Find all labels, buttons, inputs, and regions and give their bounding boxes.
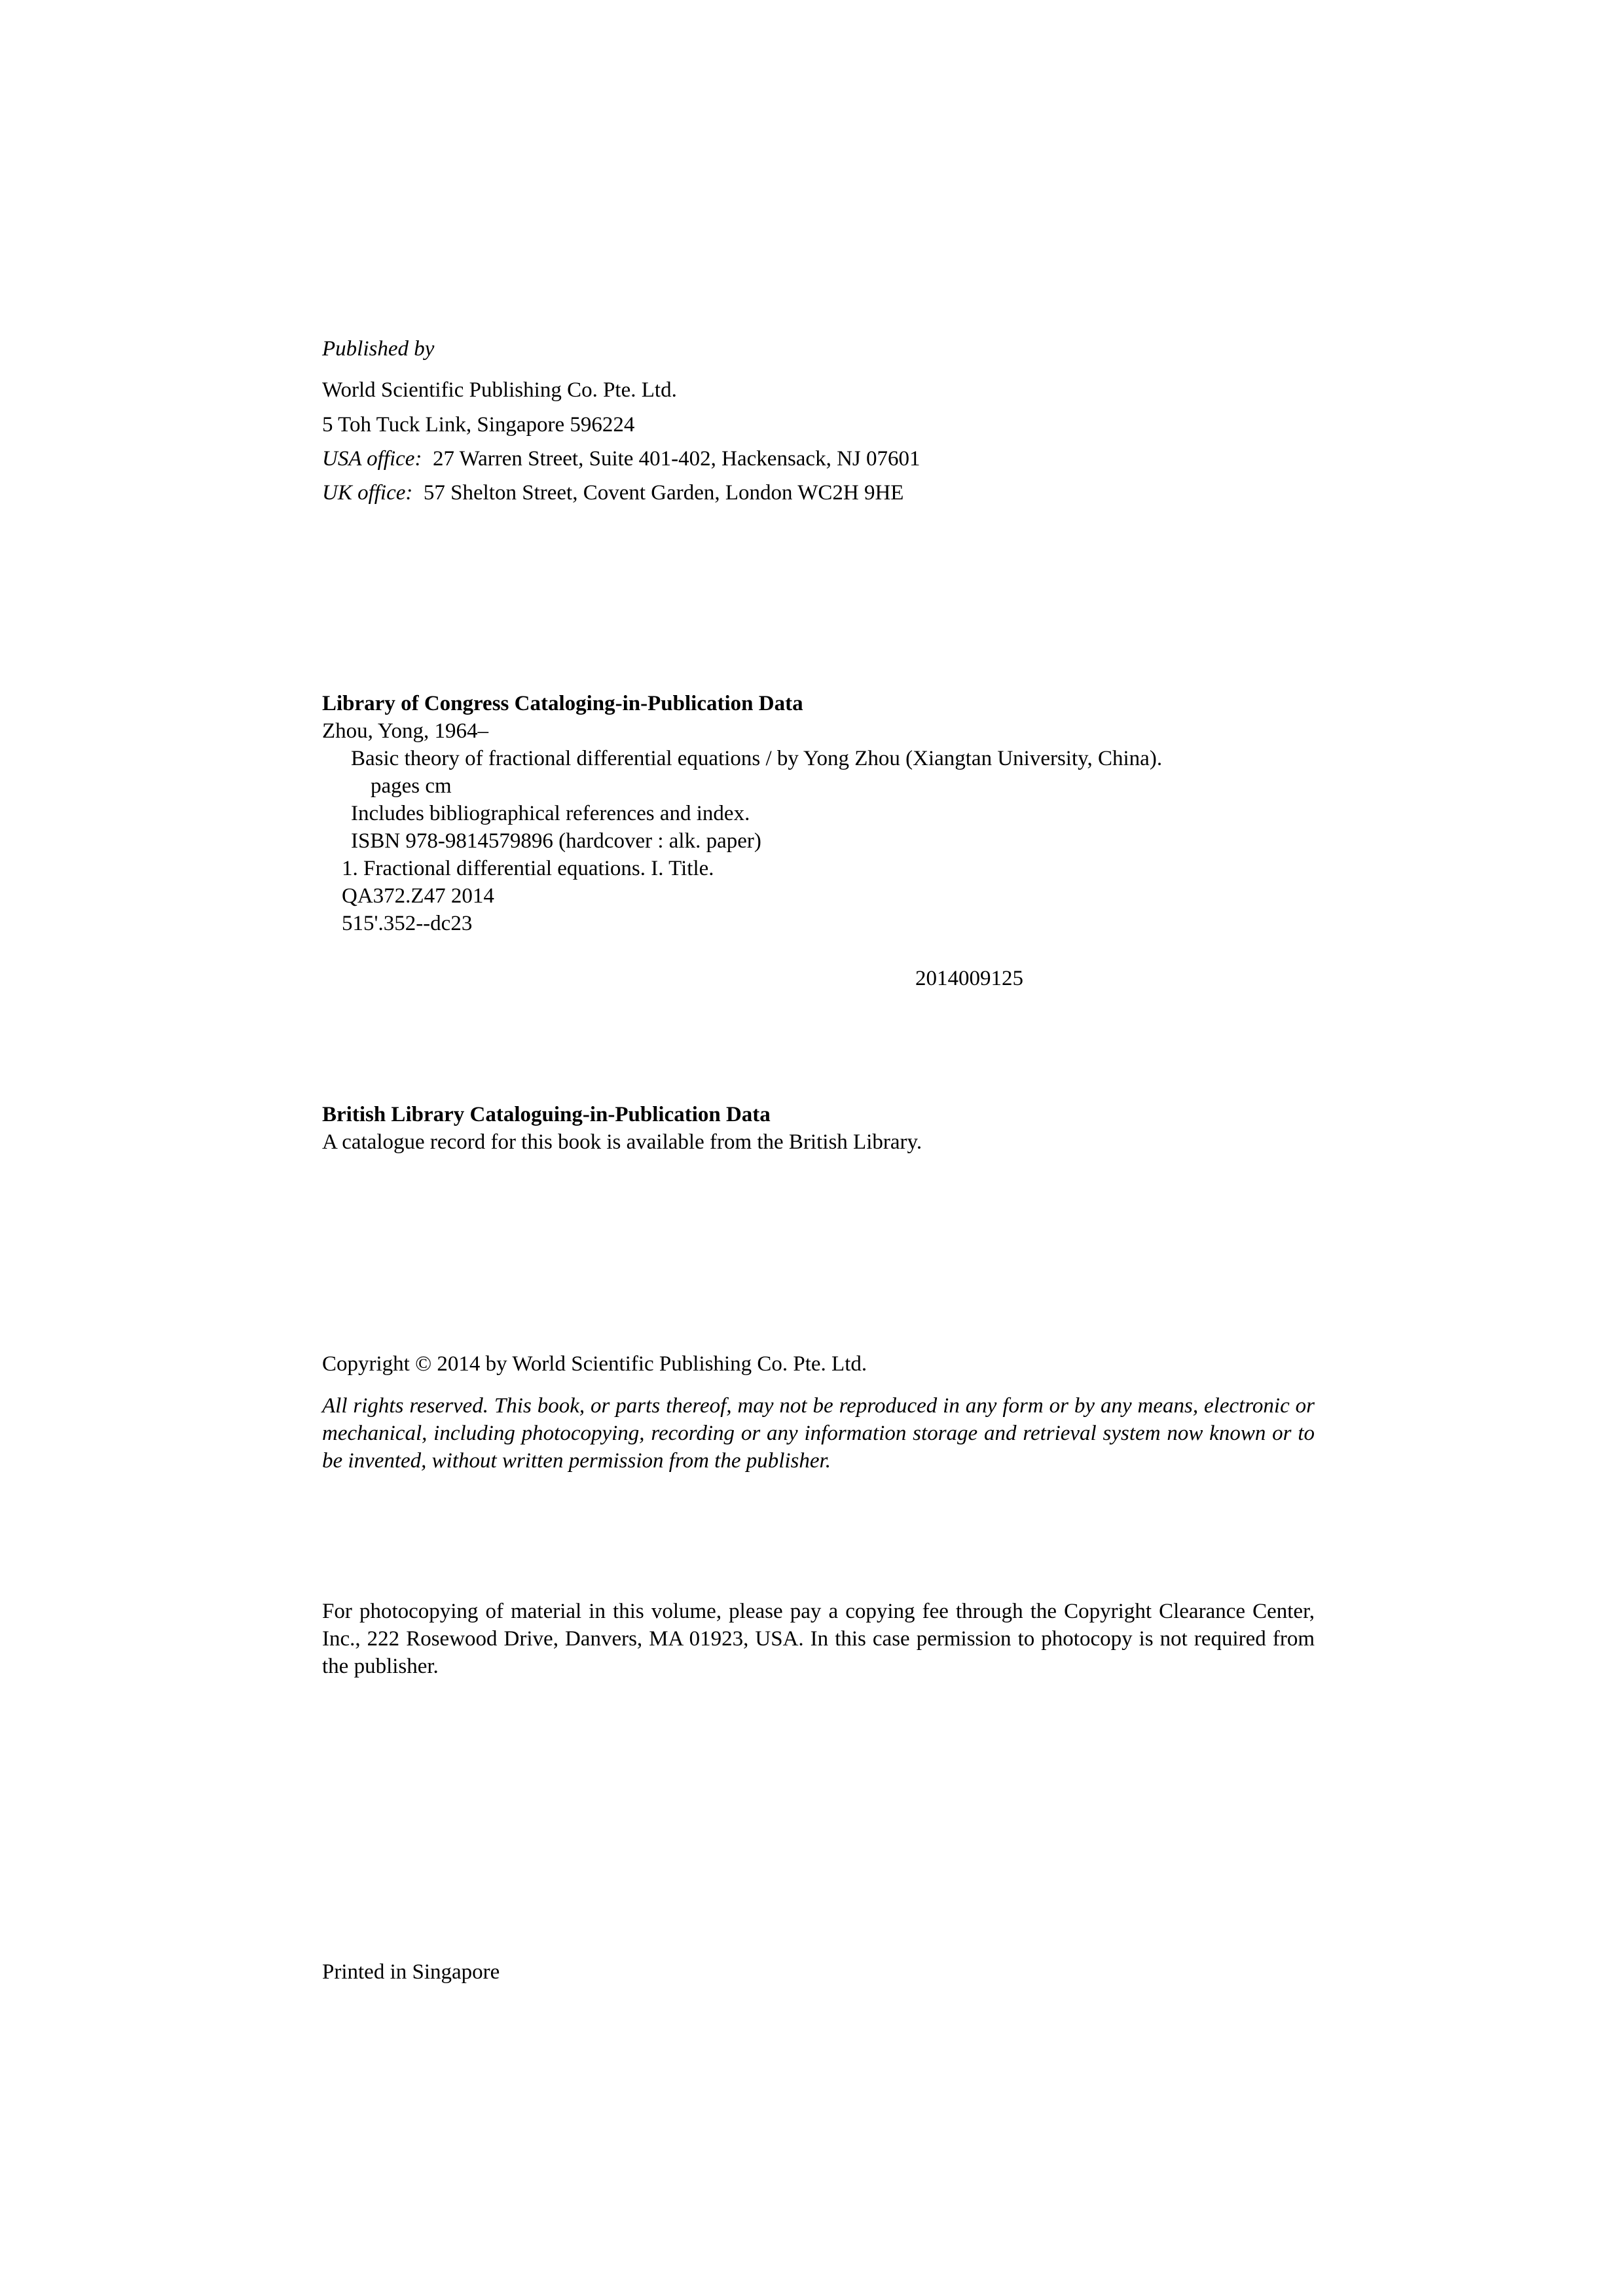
loc-isbn: ISBN 978-9814579896 (hardcover : alk. paper) — [351, 829, 761, 853]
loc-author: Zhou, Yong, 1964– — [322, 719, 488, 743]
photocopy-notice: For photocopying of material in this volume, please pay a copying fee through the Copyright Clearance Center, Inc., 222 Rosewood Drive, Danvers, MA 01923, USA. In this case permission to photocopy is not required from the publisher. — [322, 1600, 1315, 1678]
printed-in: Printed in Singapore — [322, 1960, 500, 1984]
loc-heading: Library of Congress Cataloging-in-Publication Data — [322, 692, 803, 715]
british-library-heading: British Library Cataloguing-in-Publication Data — [322, 1103, 771, 1126]
publisher-address: 5 Toh Tuck Link, Singapore 596224 — [322, 413, 635, 437]
british-library-text: A catalogue record for this book is available from the British Library. — [322, 1130, 922, 1154]
publisher-name: World Scientific Publishing Co. Pte. Ltd. — [322, 378, 677, 402]
copyright-line: Copyright © 2014 by World Scientific Publishing Co. Pte. Ltd. — [322, 1352, 867, 1376]
loc-title-line: Basic theory of fractional differential equations / by Yong Zhou (Xiangtan University, China). — [351, 747, 1163, 770]
uk-office-address: 57 Shelton Street, Covent Garden, London WC2H 9HE — [423, 481, 904, 505]
published-by-label: Published by — [322, 337, 435, 361]
loc-dewey: 515'.352--dc23 — [342, 912, 473, 935]
rights-statement: All rights reserved. This book, or parts thereof, may not be reproduced in any form or by any means, electronic or mechanical, including photocopying, recording or any information storage and retrieval system now known or to be invented, without written permission from the publisher. — [322, 1394, 1315, 1473]
usa-office-line — [322, 448, 921, 470]
loc-lccn: 2014009125 — [915, 967, 1023, 990]
usa-office-label: USA office: — [322, 447, 422, 471]
loc-call-number: QA372.Z47 2014 — [342, 884, 494, 908]
loc-bibliography: Includes bibliographical references and index. — [351, 802, 750, 825]
loc-subject: 1. Fractional differential equations. I. Title. — [342, 857, 714, 880]
usa-office-address: 27 Warren Street, Suite 401-402, Hackensack, NJ 07601 — [432, 447, 921, 471]
loc-pages: pages cm — [371, 774, 452, 798]
uk-office-label: UK office: — [322, 481, 413, 505]
uk-office-line — [322, 482, 903, 504]
